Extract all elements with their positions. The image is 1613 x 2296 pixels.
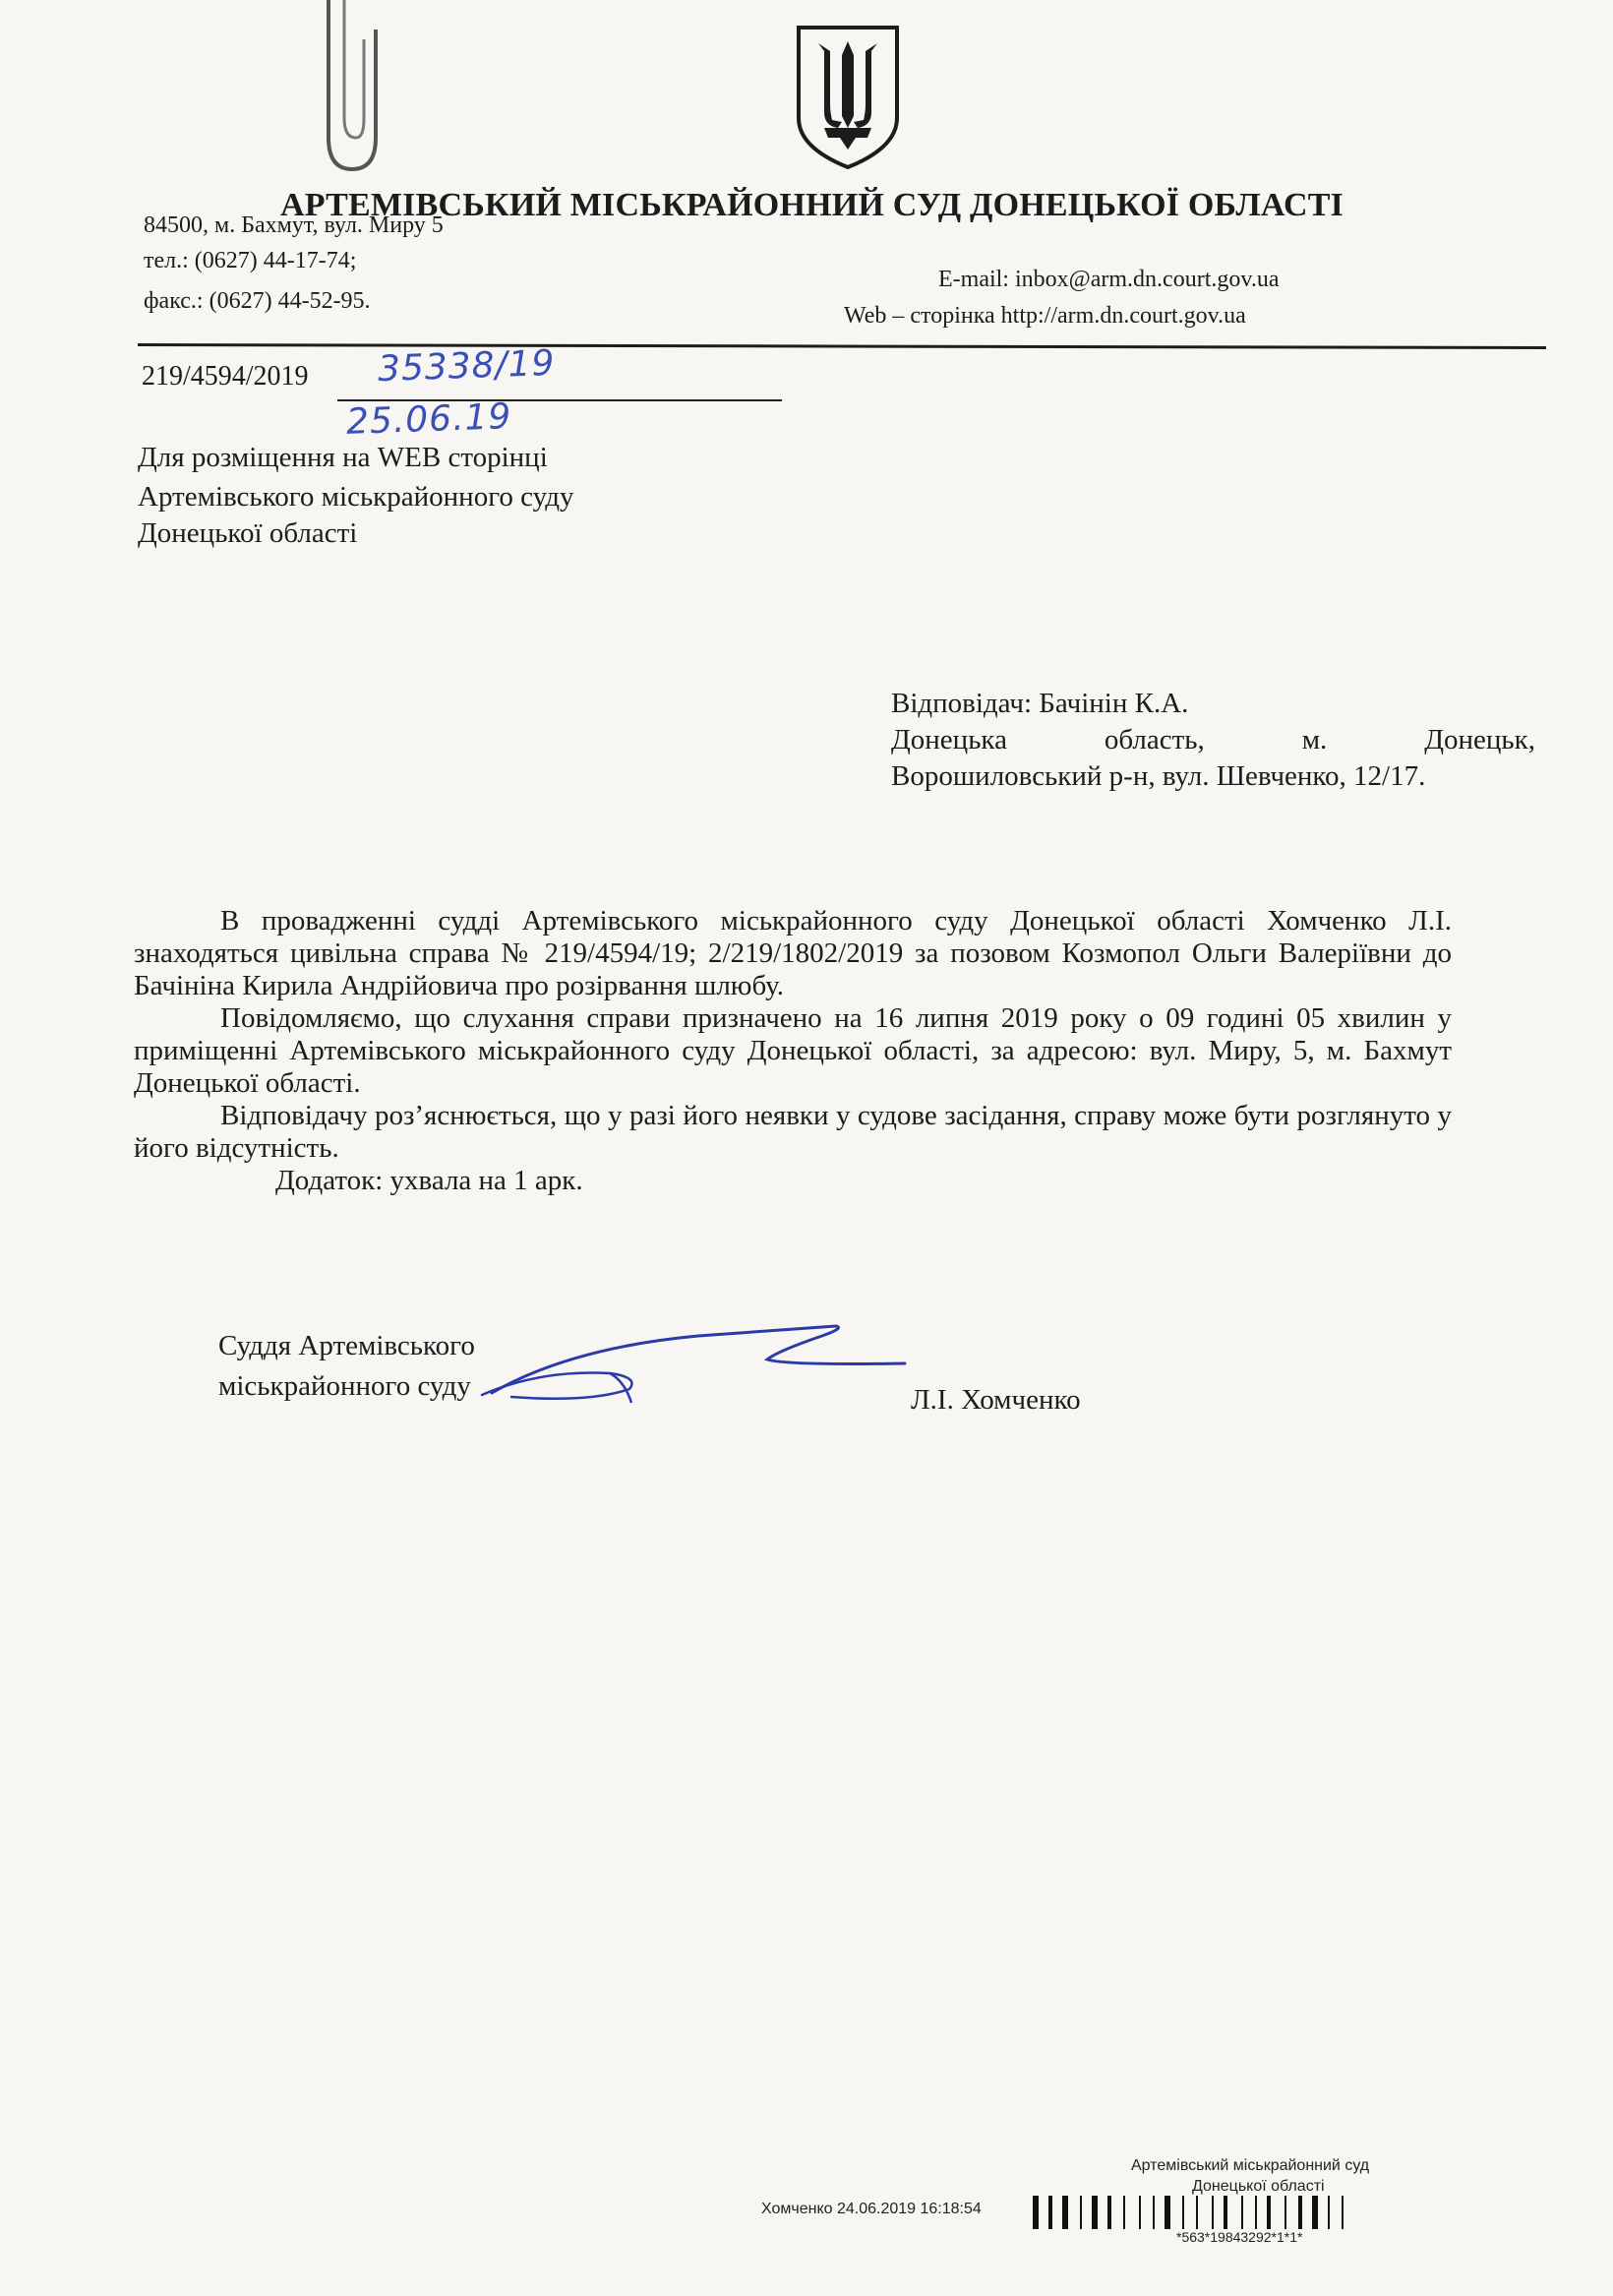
case-reference: 219/4594/2019: [142, 361, 309, 392]
court-phone: тел.: (0627) 44-17-74;: [144, 248, 357, 273]
body-paragraph-2: Повідомляємо, що слухання справи призначено на 16 липня 2019 року о 09 годині 05 хвилин у приміщенні Артемівського міськрайонного суду Донецької області, за адресою: вул. Миру, 5, м. Бахмут Донецької області.: [134, 1002, 1452, 1099]
court-email: E-mail: inbox@arm.dn.court.gov.ua: [938, 267, 1280, 292]
signatory-name: Л.І. Хомченко: [911, 1384, 1081, 1416]
stamp-court-line-1: Артемівський міськрайонний суд: [1131, 2157, 1370, 2174]
destination-line-3: Донецької області: [138, 517, 358, 549]
addressee-block: [891, 686, 1535, 795]
attachment-note: Додаток: ухвала на 1 арк.: [275, 1165, 583, 1196]
signatory-title-2: міськрайонного суду: [218, 1370, 471, 1402]
destination-line-1: Для розміщення на WEB сторінці: [138, 442, 548, 473]
handwritten-registration-number: 35338/19: [377, 342, 557, 391]
letter-body: [134, 905, 1452, 1197]
signatory-title-1: Суддя Артемівського: [218, 1330, 475, 1361]
court-address: 84500, м. Бахмут, вул. Миру 5: [144, 212, 444, 238]
handwritten-signature: [452, 1308, 944, 1407]
court-website: Web – сторінка http://arm.dn.court.gov.ua: [844, 303, 1246, 329]
coat-of-arms-icon: [793, 22, 903, 171]
addressee-name: Відповідач: Бачінін К.А.: [891, 688, 1189, 719]
barcode-text: *563*19843292*1*1*: [1176, 2229, 1303, 2245]
body-paragraph-1: В провадженні судді Артемівського міськрайонного суду Донецької області Хомченко Л.І. знаходяться цивільна справа № 219/4594/19; 2/219/1802/2019 за позовом Козмопол Ольги Валеріївни до Бачініна Кирила Андрійовича про розірвання шлюбу.: [134, 905, 1452, 1001]
header-divider: [138, 343, 1546, 349]
court-title: АРТЕМІВСЬКИЙ МІСЬКРАЙОННИЙ СУД ДОНЕЦЬКОЇ ОБЛАСТІ: [280, 187, 1344, 223]
paper-clip-icon: [317, 0, 386, 177]
body-paragraph-3: Відповідачу роз’яснюється, що у разі його неявки у судове засідання, справу може бути розглянуто у його відсутність.: [134, 1100, 1452, 1164]
addressee-address-2: Ворошиловський р-н, вул. Шевченко, 12/17.: [891, 760, 1426, 792]
destination-line-2: Артемівського міськрайонного суду: [138, 481, 574, 513]
court-fax: факс.: (0627) 44-52-95.: [144, 288, 371, 314]
handwritten-registration-date: 25.06.19: [345, 396, 512, 443]
stamp-user-timestamp: Хомченко 24.06.2019 16:18:54: [761, 2201, 982, 2217]
stamp-court-line-2: Донецької області: [1192, 2178, 1325, 2195]
addressee-address-1: Донецька область, м. Донецьк,: [891, 724, 1535, 755]
